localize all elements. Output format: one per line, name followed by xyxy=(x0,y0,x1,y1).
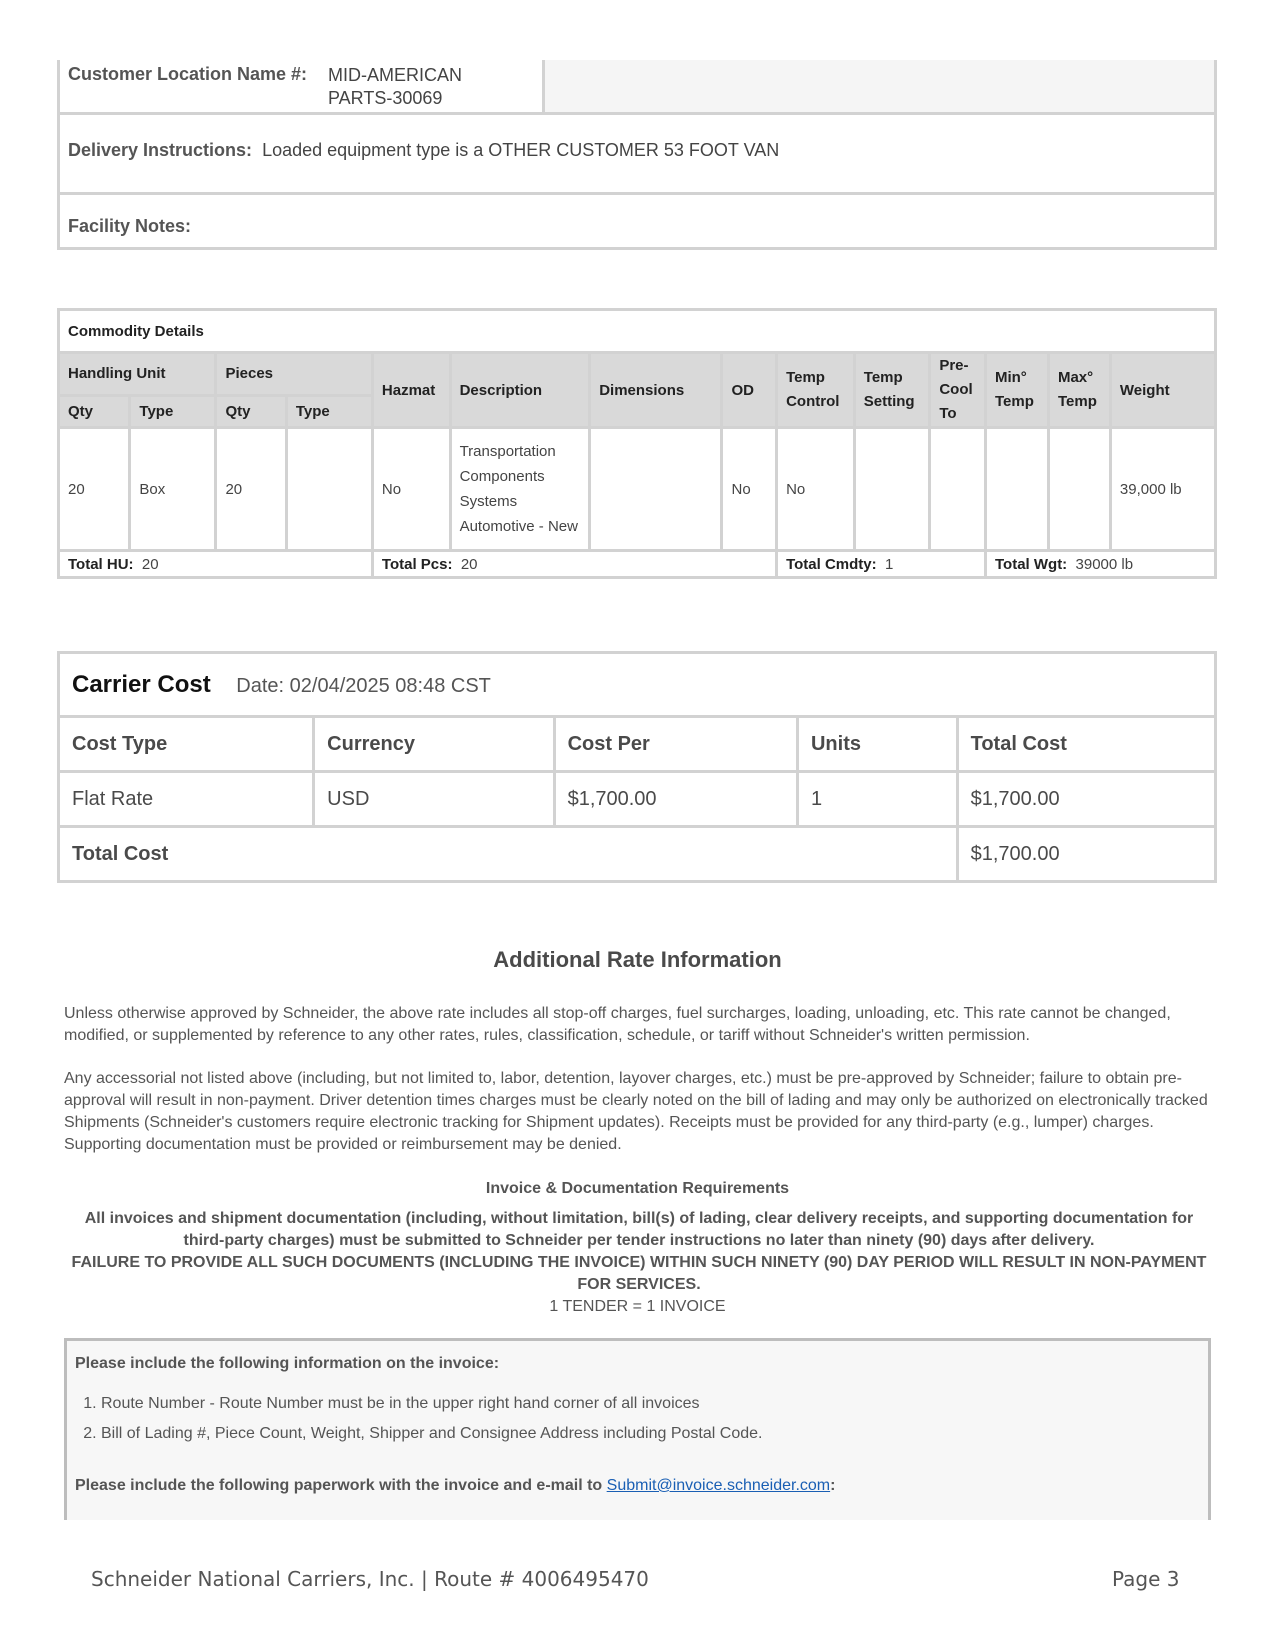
commodity-table xyxy=(57,308,1217,579)
total-pcs-label: Total Pcs: xyxy=(381,555,453,573)
col-hu-qty: Qty xyxy=(59,395,130,427)
cost-header-cost-per: Cost Per xyxy=(554,717,797,772)
cell-hu-qty: 20 xyxy=(59,428,130,551)
invoice-requirements-line-2: FAILURE TO PROVIDE ALL SUCH DOCUMENTS (INCLUDING THE INVOICE) WITHIN SUCH NINETY (90) DAY PERIOD WILL RESULT IN NON-PAYMENT FOR SERVICES. xyxy=(71,1254,1207,1293)
col-temp-control: Temp Control xyxy=(777,353,855,428)
cell-pcs-qty: 20 xyxy=(216,428,286,551)
cell-od: No xyxy=(722,428,777,551)
col-hu-type: Type xyxy=(130,395,216,427)
col-max-temp: Max° Temp xyxy=(1048,353,1110,428)
cell-hu-type: Box xyxy=(130,428,216,551)
commodity-row xyxy=(59,428,1216,551)
cell-temp-control: No xyxy=(777,428,855,551)
cost-units: 1 xyxy=(797,772,957,827)
cost-header-row xyxy=(59,717,1216,772)
facility-row xyxy=(60,192,1214,247)
invoice-requirements-text xyxy=(64,1208,1214,1296)
cell-temp-setting xyxy=(854,428,930,551)
carrier-cost xyxy=(57,651,1217,883)
col-min-temp: Min° Temp xyxy=(985,353,1048,428)
cost-header-currency: Currency xyxy=(314,717,554,772)
invoice-info-item-2: 2. Bill of Lading #, Piece Count, Weight, Shipper and Consignee Address including Postal Code. xyxy=(101,1419,762,1449)
col-pcs-qty: Qty xyxy=(216,395,286,427)
additional-rate-title: Additional Rate Information xyxy=(493,947,782,972)
carrier-cost-title: Carrier Cost xyxy=(72,670,211,698)
commodity-details xyxy=(57,308,1217,579)
facility-label: Facility Notes: xyxy=(68,216,192,236)
carrier-cost-table xyxy=(57,651,1217,883)
rate-paragraph-1: Unless otherwise approved by Schneider, the above rate includes all stop-off charges, fuel surcharges, loading, unloading, etc. This rate cannot be changed, modified, or supplemented by reference to any other rates, rules, classification, schedule, or tariff without Schneider's written permission. xyxy=(64,1005,1171,1044)
total-cmdty-value: 1 xyxy=(884,555,894,573)
cost-row xyxy=(59,772,1216,827)
paperwork-heading-text: Please include the following paperwork with the invoice and e-mail to xyxy=(75,1477,603,1494)
footer-route: Schneider National Carriers, Inc. | Route # 4006495470 xyxy=(91,1567,649,1591)
delivery-value: Loaded equipment type is a OTHER CUSTOMER 53 FOOT VAN xyxy=(262,140,780,160)
cell-weight: 39,000 lb xyxy=(1110,428,1215,551)
cost-currency: USD xyxy=(314,772,554,827)
col-od: OD xyxy=(722,353,777,428)
col-pre-cool: Pre-Cool To xyxy=(930,353,986,428)
invoice-requirements-title: Invoice & Documentation Requirements xyxy=(485,1180,790,1197)
tender-note: 1 TENDER = 1 INVOICE xyxy=(549,1298,726,1315)
col-weight: Weight xyxy=(1110,353,1215,428)
cost-total-row xyxy=(59,827,1216,882)
cell-min-temp xyxy=(985,428,1048,551)
col-pieces: Pieces xyxy=(216,353,372,396)
cost-type: Flat Rate xyxy=(59,772,314,827)
cost-header-type: Cost Type xyxy=(59,717,314,772)
cost-header-units: Units xyxy=(797,717,957,772)
invoice-requirements-line-1: All invoices and shipment documentation (including, without limitation, bill(s) of lading, clear delivery receipts, and supporting documentation for third-party charges) must be submitted to Schneider per tender instructions no later than ninety (90) days after delivery. xyxy=(84,1210,1194,1249)
cost-total: $1,700.00 xyxy=(957,772,1215,827)
col-dimensions: Dimensions xyxy=(590,353,722,428)
total-wgt-label: Total Wgt: xyxy=(994,555,1068,573)
cell-pre-cool xyxy=(930,428,986,551)
total-hu-label: Total HU: xyxy=(68,555,134,573)
cell-hazmat: No xyxy=(372,428,450,551)
carrier-cost-date: Date: 02/04/2025 08:48 CST xyxy=(236,674,491,697)
location-row xyxy=(60,60,1214,115)
col-pcs-type: Type xyxy=(286,395,372,427)
invoice-info-heading: Please include the following information on the invoice: xyxy=(75,1355,500,1372)
commodity-totals xyxy=(59,551,1216,578)
paperwork-colon: : xyxy=(830,1477,836,1494)
cell-pcs-type xyxy=(286,428,372,551)
invoice-email-link[interactable]: Submit@invoice.schneider.com xyxy=(606,1477,831,1494)
paperwork-heading xyxy=(75,1477,835,1495)
cell-max-temp xyxy=(1048,428,1110,551)
col-description: Description xyxy=(450,353,590,428)
location-value: MID-AMERICAN PARTS-30069 xyxy=(328,65,462,108)
cell-dimensions xyxy=(590,428,722,551)
total-pcs-value: 20 xyxy=(460,555,478,573)
invoice-info-item-1: 1. Route Number - Route Number must be in the upper right hand corner of all invoices xyxy=(101,1389,762,1419)
delivery-label: Delivery Instructions: xyxy=(68,140,253,160)
cost-total-label: Total Cost xyxy=(59,827,958,882)
col-hazmat: Hazmat xyxy=(372,353,450,428)
cost-header-total: Total Cost xyxy=(957,717,1215,772)
invoice-info-list xyxy=(75,1389,762,1449)
invoice-info-box xyxy=(64,1338,1211,1520)
commodity-title: Commodity Details xyxy=(59,310,1216,353)
cell-description: Transportation Components Systems Automotive - New xyxy=(450,428,590,551)
footer-page-number: Page 3 xyxy=(1112,1567,1180,1591)
rate-paragraph-2: Any accessorial not listed above (including, but not limited to, labor, detention, layover charges, etc.) must be pre-approved by Schneider; failure to obtain pre-approval will result in non-payment. Driver detention times charges must be clearly noted on the bill of lading and may only be authorized on electronically tracked Shipments (Schneider's customers require electronic tracking for Shipment updates). Receipts must be provided for any third-party (e.g., lumper) charges. Supporting documentation must be provided or reimbursement may be denied. xyxy=(64,1070,1208,1153)
location-empty-cell xyxy=(542,60,1214,112)
total-cmdty-label: Total Cmdty: xyxy=(786,555,877,573)
total-wgt-value: 39000 lb xyxy=(1075,555,1134,573)
location-section xyxy=(57,60,1217,250)
delivery-row xyxy=(60,112,1214,195)
location-label: Customer Location Name #: xyxy=(68,64,308,84)
cost-total-value: $1,700.00 xyxy=(957,827,1215,882)
cost-per: $1,700.00 xyxy=(554,772,797,827)
total-hu-value: 20 xyxy=(141,555,159,573)
col-temp-setting: Temp Setting xyxy=(854,353,930,428)
col-handling-unit: Handling Unit xyxy=(59,353,216,396)
